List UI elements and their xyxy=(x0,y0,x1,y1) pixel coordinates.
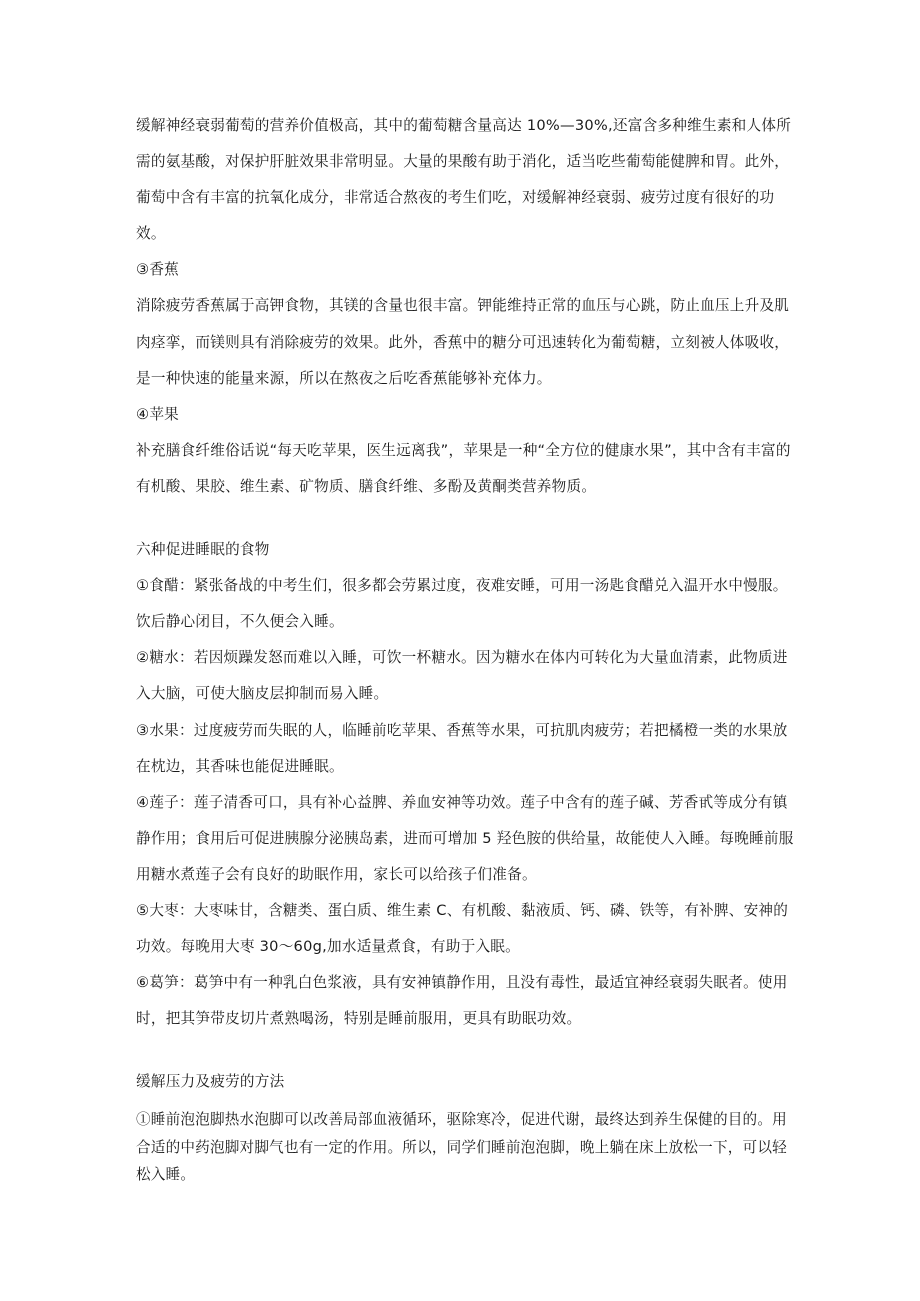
sleep-item-jujube: ⑤大枣：大枣味甘，含糖类、蛋白质、维生素 C、有机酸、黏液质、钙、磷、铁等，有补脾、安神的功效。每晚用大枣 30～60g,加水适量煮食，有助于入眠。 xyxy=(136,901,789,956)
section-gap xyxy=(136,1037,796,1064)
sleep-item-sugar-water: ②糖水：若因烦躁发怒而难以入睡，可饮一杯糖水。因为糖水在体内可转化为大量血清素，此物质进入大脑，可使大脑皮层抑制而易入睡。 xyxy=(136,649,788,703)
banana-heading: ③香蕉 xyxy=(136,261,180,279)
sleep-foods-heading: 六种促进睡眠的食物 xyxy=(136,541,270,559)
grape-paragraph: 缓解神经衰弱葡萄的营养价值极高，其中的葡萄糖含量高达 10%—30%,还富含多种维生素和人体所需的氨基酸，对保护肝脏效果非常明显。大量的果酸有助于消化，适当吃些葡萄能健脾和胃。此外，葡萄中含有丰富的抗氧化成分，非常适合熬夜的考生们吃，对缓解神经衰弱、疲劳过度有很好的功效。 xyxy=(136,117,792,243)
apple-heading: ④苹果 xyxy=(136,405,180,423)
sleep-item-fruit: ③水果：过度疲劳而失眠的人，临睡前吃苹果、香蕉等水果，可抗肌肉疲劳；若把橘橙一类的水果放在枕边，其香味也能促进睡眠。 xyxy=(136,721,788,775)
banana-paragraph: 消除疲劳香蕉属于高钾食物，其镁的含量也很丰富。钾能维持正常的血压与心跳，防止血压上升及肌肉痉挛，而镁则具有消除疲劳的效果。此外，香蕉中的糖分可迅速转化为葡萄糖，立刻被人体吸收，是一种快速的能量来源，所以在熬夜之后吃香蕉能够补充体力。 xyxy=(136,297,790,387)
apple-paragraph: 补充膳食纤维俗话说“每天吃苹果，医生远离我”，苹果是一种“全方位的健康水果”，其中含有丰富的有机酸、果胶、维生素、矿物质、膳食纤维、多酚及黄酮类营养物质。 xyxy=(136,441,791,495)
section-gap xyxy=(136,505,796,532)
sleep-item-lettuce: ⑥葛笋：葛笋中有一种乳白色浆液，具有安神镇静作用，且没有毒性，最适宜神经衰弱失眠者。使用时，把其笋带皮切片煮熟喝汤，特别是睡前服用，更具有助眠功效。 xyxy=(136,974,788,1028)
content-column xyxy=(136,108,796,1189)
sleep-item-vinegar: ①食醋：紧张备战的中考生们，很多都会劳累过度，夜难安睡，可用一汤匙食醋兑入温开水中慢服。饮后静心闭目，不久便会入睡。 xyxy=(136,577,788,631)
stress-relief-paragraph: ①睡前泡泡脚热水泡脚可以改善局部血液循环，驱除寒冷，促进代谢，最终达到养生保健的目的。用合适的中药泡脚对脚气也有一定的作用。所以，同学们睡前泡泡脚，晚上躺在床上放松一下，可以轻松入睡。 xyxy=(136,1111,787,1184)
stress-relief-heading: 缓解压力及疲劳的方法 xyxy=(136,1073,285,1091)
sleep-item-lotus-seed: ④莲子：莲子清香可口，具有补心益脾、养血安神等功效。莲子中含有的莲子碱、芳香甙等成分有镇静作用；食用后可促进胰腺分泌胰岛素，进而可增加 5 羟色胺的供给量，故能使人入睡。每晚睡前服用糖水煮莲子会有良好的助眠作用，家长可以给孩子们准备。 xyxy=(136,793,794,883)
